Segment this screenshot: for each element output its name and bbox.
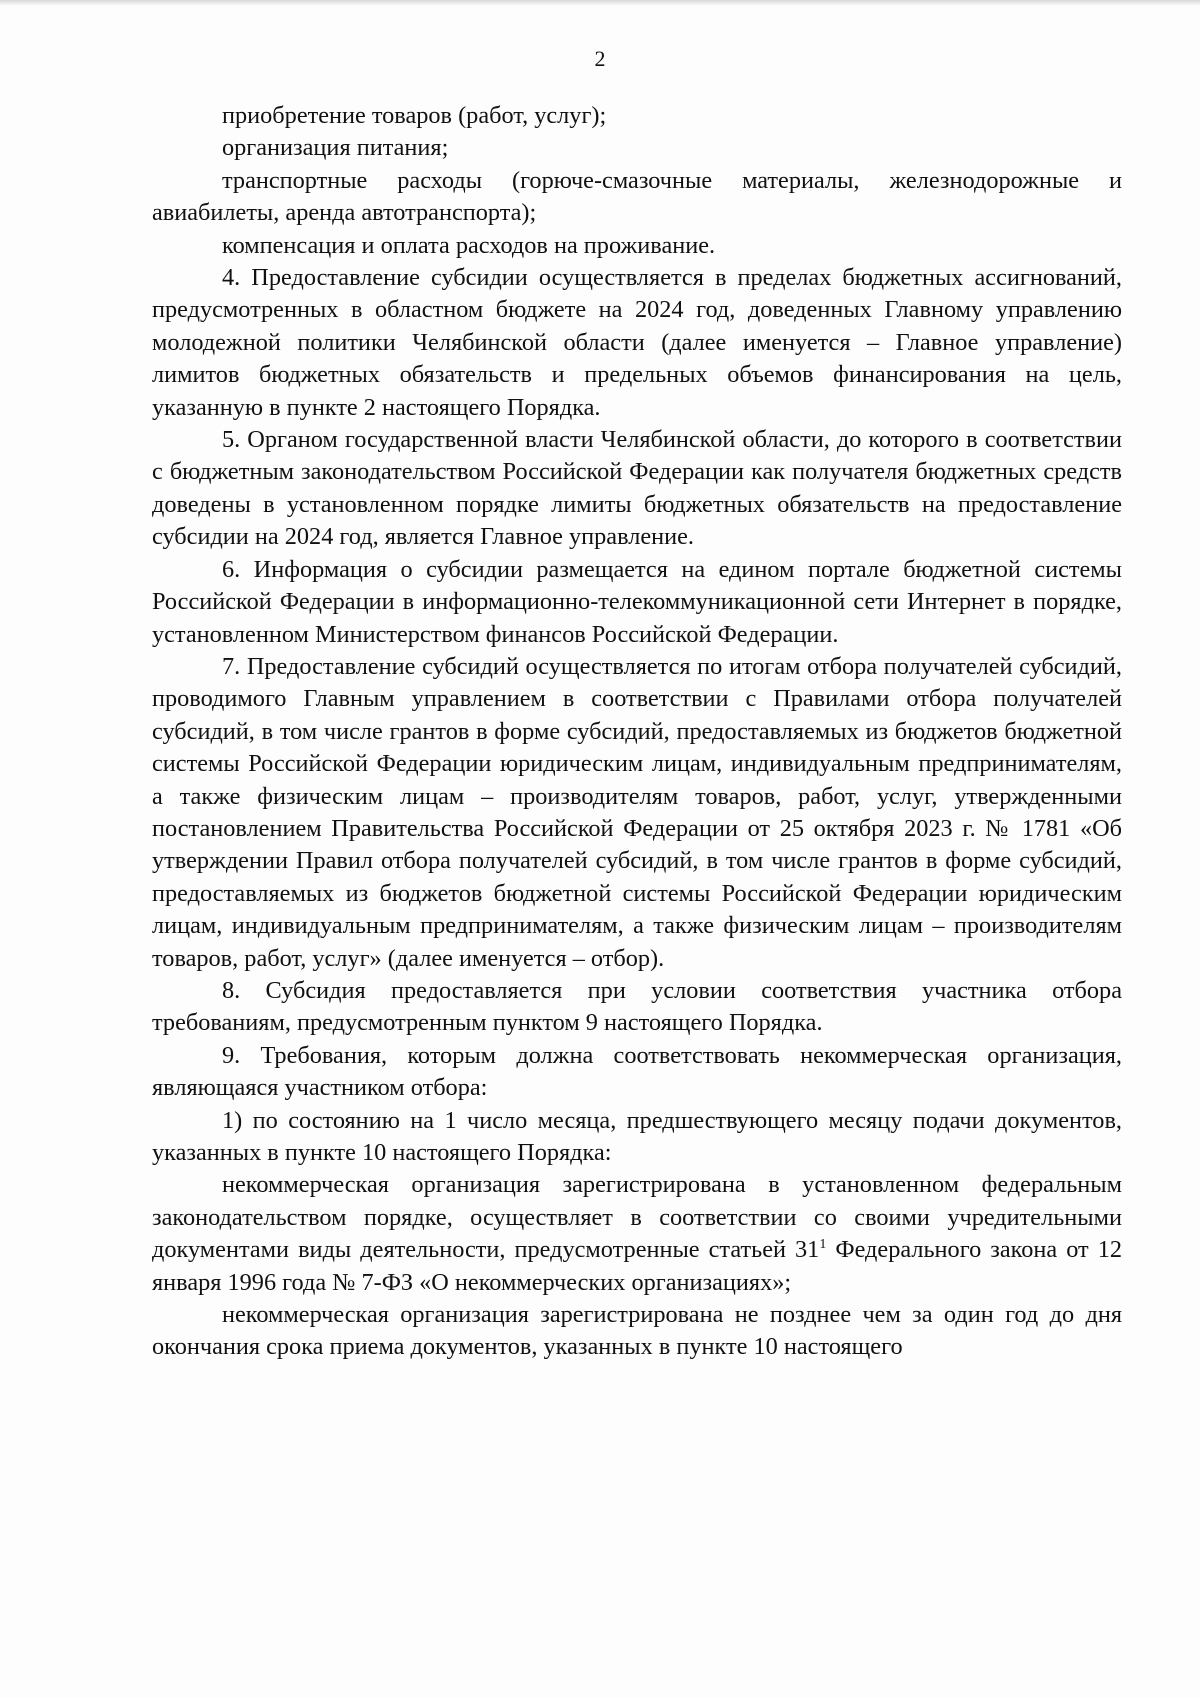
article-superscript: 1	[819, 1237, 827, 1253]
paragraph-13: некоммерческая организация зарегистрирована не позднее чем за один год до дня окончания срока приема документов, указанных в пункте 10 настоящего	[152, 1301, 1122, 1361]
paragraph-12-text: некоммерческая организация зарегистрирована в установленном федеральным законодательством порядке, осуществляет в соответствии со своими учредительными документами виды деятельности, предусмотренные статьей 31	[152, 1171, 1122, 1264]
paragraph-11: 1) по состоянию на 1 число месяца, предшествующего месяцу подачи документов, указанных в пункте 10 настоящего Порядка:	[152, 1106, 1122, 1166]
page-number: 2	[594, 46, 606, 71]
paragraph-12-text-end: Федерального закона от 12 января 1996 года № 7-ФЗ «О некоммерческих организациях»;	[152, 1236, 1122, 1296]
paragraph-3: транспортные расходы (горюче-смазочные материалы, железнодорожные и авиабилеты, аренда автотранспорта);	[152, 166, 1122, 227]
paragraph-8: 7. Предоставление субсидий осуществляется по итогам отбора получателей субсидий, проводимого Главным управлением в соответствии с Правилами отбора получателей субсидий, в том числе грантов в форме субсидий, предоставляемых из бюджетов бюджетной системы Российской Федерации юридическим лицам, индивидуальным предпринимателям, а также физическим лицам – производителям товаров, работ, услуг, утвержденными постановлением Правительства Российской Федерации от 25 октября 2023 г. № 1781 «Об утверждении Правил отбора получателей субсидий, в том числе грантов в форме субсидий, предоставляемых из бюджетов бюджетной системы Российской Федерации юридическим лицам, индивидуальным предпринимателям, а также физическим лицам – производителям товаров, работ, услуг» (далее именуется – отбор).	[152, 652, 1122, 972]
document-body	[152, 100, 1122, 1364]
paragraph-5: 4. Предоставление субсидии осуществляется в пределах бюджетных ассигнований, предусмотренных в областном бюджете на 2024 год, доведенных Главному управлению молодежной политики Челябинской области (далее именуется – Главное управление) лимитов бюджетных обязательств и предельных объемов финансирования на цель, указанную в пункте 2 настоящего Порядка.	[152, 264, 1122, 421]
paragraph-1: приобретение товаров (работ, услуг);	[222, 102, 607, 129]
scan-edge	[0, 0, 1200, 6]
paragraph-2: организация питания;	[222, 134, 449, 162]
paragraph-7: 6. Информация о субсидии размещается на едином портале бюджетной системы Российской Федерации в информационно-телекоммуникационной сети Интернет в порядке, установленном Министерством финансов Российской Федерации.	[152, 555, 1122, 648]
paragraph-6: 5. Органом государственной власти Челябинской области, до которого в соответствии с бюджетным законодательством Российской Федерации как получателя бюджетных средств доведены в установленном порядке лимиты бюджетных обязательств на предоставление субсидии на 2024 год, является Главное управление.	[152, 426, 1122, 551]
paragraph-12	[152, 1169, 1122, 1299]
paragraph-10: 9. Требования, которым должна соответствовать некоммерческая организация, являющаяся участником отбора:	[152, 1041, 1122, 1102]
paragraph-9: 8. Субсидия предоставляется при условии соответствия участника отбора требованиям, предусмотренным пунктом 9 настоящего Порядка.	[152, 976, 1122, 1037]
paragraph-4: компенсация и оплата расходов на проживание.	[222, 231, 716, 259]
